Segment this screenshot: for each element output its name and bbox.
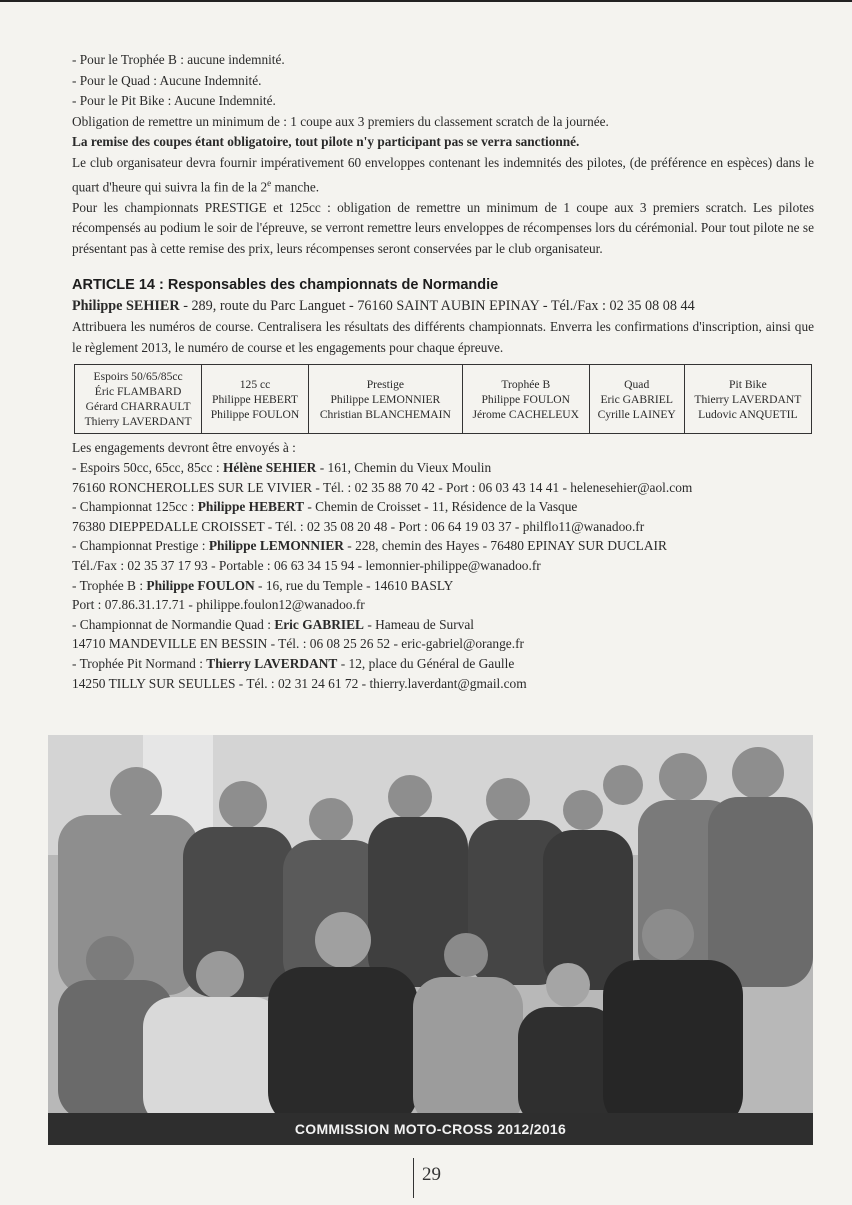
championship-header: Quad <box>624 377 650 391</box>
contact-name: Philippe HEBERT <box>197 499 305 515</box>
championship-official: Thierry LAVERDANT <box>84 415 192 429</box>
engagement-address-line: Port : 07.86.31.17.71 - philippe.foulon12@wanadoo.fr <box>72 597 365 613</box>
contact-name: Thierry LAVERDANT <box>206 655 338 671</box>
engagement-address-line: 14710 MANDEVILLE EN BESSIN - Tél. : 06 08 25 26 52 - eric-gabriel@orange.fr <box>72 636 525 652</box>
championship-cell <box>589 365 684 434</box>
sanction-notice: La remise des coupes étant obligatoire, tout pilote n'y participant pas se verra sanctionné. <box>72 134 580 149</box>
championship-official: Ludovic ANQUETIL <box>698 407 798 421</box>
contact-name: Eric GABRIEL <box>274 616 364 632</box>
championship-official: Thierry LAVERDANT <box>694 392 802 406</box>
engagement-contact-line: - Championnat 125cc : Philippe HEBERT - Chemin de Croisset - 11, Résidence de la Vasque <box>72 499 578 515</box>
championship-official: Jérome CACHELEUX <box>472 407 580 421</box>
contact-name: Philippe FOULON <box>146 577 255 593</box>
championship-header: Trophée B <box>501 377 551 391</box>
indemnity-line: - Pour le Quad : Aucune Indemnité. <box>72 72 262 88</box>
indemnity-line: - Pour le Trophée B : aucune indemnité. <box>72 52 285 67</box>
engagements-list <box>72 458 814 693</box>
championship-official: Eric GABRIEL <box>600 392 673 406</box>
engagement-address-line: 76380 DIEPPEDALLE CROISSET - Tél. : 02 35 08 20 48 - Port : 06 64 19 03 37 - philflo11@wanadoo.fr <box>72 518 645 534</box>
group-photo <box>48 735 813 1145</box>
responsible-line: Philippe SEHIER - 289, route du Parc Languet - 76160 SAINT AUBIN EPINAY - Tél./Fax : 02 35 08 08 44 <box>72 298 695 315</box>
championship-official: Gérard CHARRAULT <box>85 400 191 414</box>
responsible-description: Attribuera les numéros de course. Centralisera les résultats des différents championnats. Enverra les confirmations d'inscription, ainsi que le règlement 2013, le numéro de course et les engagements pour chaque épreuve. <box>72 319 814 355</box>
championship-header: Pit Bike <box>729 377 767 391</box>
championship-header: Espoirs 50/65/85cc <box>93 370 183 384</box>
championship-header: 125 cc <box>239 377 271 391</box>
engagement-contact-line: - Espoirs 50cc, 65cc, 85cc : Hélène SEHIER - 161, Chemin du Vieux Moulin <box>72 460 492 476</box>
engagement-contact-line: - Trophée B : Philippe FOULON - 16, rue du Temple - 14610 BASLY <box>72 577 454 593</box>
championship-cell <box>75 365 202 434</box>
engagement-address-line: 14250 TILLY SUR SEULLES - Tél. : 02 31 24 61 72 - thierry.laverdant@gmail.com <box>72 675 527 691</box>
top-rule <box>0 0 852 2</box>
responsible-name: Philippe SEHIER <box>72 298 180 315</box>
championship-cell <box>684 365 811 434</box>
championship-official: Philippe FOULON <box>210 407 300 421</box>
engagement-contact-line: - Trophée Pit Normand : Thierry LAVERDANT - 12, place du Général de Gaulle <box>72 655 515 671</box>
contact-name: Hélène SEHIER <box>222 460 317 476</box>
championship-cell <box>462 365 589 434</box>
championship-table <box>74 364 812 434</box>
contact-name: Philippe LEMONNIER <box>208 538 344 554</box>
championship-cell <box>202 365 309 434</box>
indemnity-line: - Pour le Pit Bike : Aucune Indemnité. <box>72 93 276 108</box>
championship-cell <box>308 365 462 434</box>
club-envelopes-paragraph: Le club organisateur devra fournir impérativement 60 enveloppes contenant les indemnités des pilotes, (de préférence en espèces) dans le quart d'heure qui suivra la fin de la 2e manche. <box>72 154 814 195</box>
championship-official: Éric FLAMBARD <box>94 385 182 399</box>
engagement-address-line: Tél./Fax : 02 35 37 17 93 - Portable : 06 63 34 15 94 - lemonnier-philippe@wanadoo.fr <box>72 557 541 573</box>
engagements-intro: Les engagements devront être envoyés à : <box>72 440 296 456</box>
engagement-address-line: 76160 RONCHEROLLES SUR LE VIVIER - Tél. : 02 35 88 70 42 - Port : 06 03 43 14 41 - helenesehier@aol.com <box>72 479 693 495</box>
group-photo-illustration <box>48 735 813 1145</box>
article-14-heading: ARTICLE 14 : Responsables des championnats de Normandie <box>72 277 499 294</box>
document-page <box>72 50 814 693</box>
engagement-contact-line: - Championnat Prestige : Philippe LEMONNIER - 228, chemin des Hayes - 76480 EPINAY SUR DUCLAIR <box>72 538 667 554</box>
prestige-paragraph: Pour les championnats PRESTIGE et 125cc : obligation de remettre un minimum de 1 coupe aux 3 premiers scratch. Les pilotes récompensés au podium le soir de l'épreuve, se verront remettre leurs enveloppes de récompenses lors du cérémonial. Pour tout pilote ne se présentant pas à cette remise des prix, leurs récompenses seront conservées par le club organisateur. <box>72 199 814 256</box>
championship-official: Philippe LEMONNIER <box>330 392 441 406</box>
championship-official: Christian BLANCHEMAIN <box>319 407 451 421</box>
championship-official: Cyrille LAINEY <box>597 407 676 421</box>
table-row <box>75 365 812 434</box>
photo-caption: COMMISSION MOTO-CROSS 2012/2016 <box>48 1113 813 1145</box>
championship-official: Philippe HEBERT <box>212 392 298 406</box>
championship-official: Philippe FOULON <box>481 392 571 406</box>
engagement-contact-line: - Championnat de Normandie Quad : Eric GABRIEL - Hameau de Surval <box>72 616 475 632</box>
page-number: 29 <box>413 1158 441 1198</box>
championship-header: Prestige <box>366 377 405 391</box>
cups-obligation: Obligation de remettre un minimum de : 1 coupe aux 3 premiers du classement scratch de la journée. <box>72 113 609 129</box>
